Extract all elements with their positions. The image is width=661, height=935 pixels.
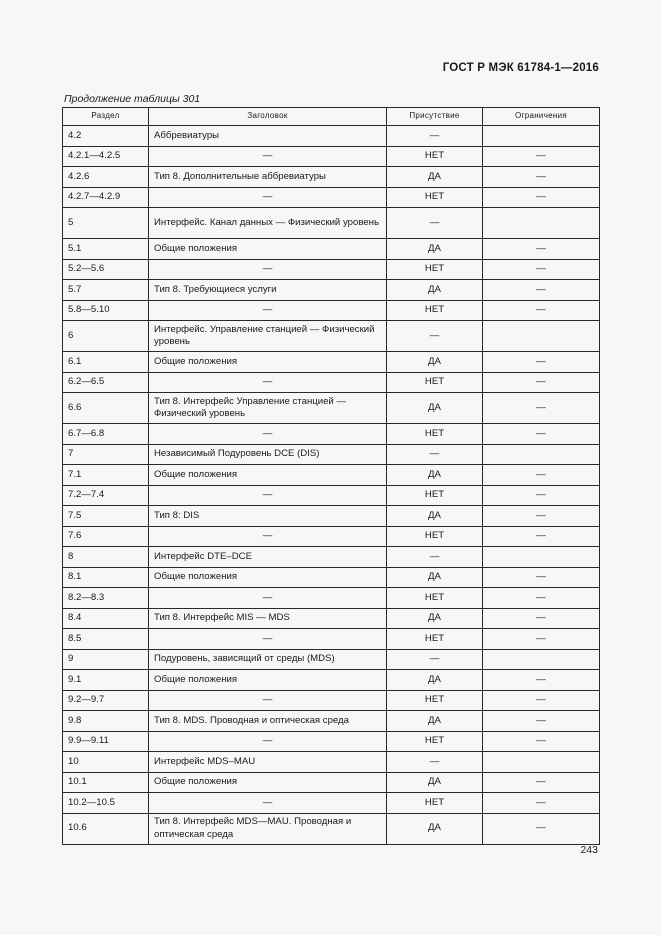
limits-cell: — <box>483 567 600 588</box>
table-row <box>63 567 600 588</box>
presence-cell: ДА <box>387 393 483 424</box>
table-row <box>63 146 600 167</box>
limits-cell: — <box>483 259 600 280</box>
table-row <box>63 670 600 691</box>
section-cell: 8.2—8.3 <box>63 588 149 609</box>
presence-cell: НЕТ <box>387 588 483 609</box>
section-cell: 6.2—6.5 <box>63 372 149 393</box>
title-cell: — <box>149 300 387 321</box>
section-cell: 7.5 <box>63 506 149 527</box>
presence-cell: НЕТ <box>387 690 483 711</box>
limits-cell <box>483 752 600 773</box>
limits-cell: — <box>483 813 600 844</box>
title-cell: — <box>149 259 387 280</box>
table-row <box>63 239 600 260</box>
section-cell: 4.2 <box>63 126 149 147</box>
section-cell: 7.1 <box>63 465 149 486</box>
title-cell: — <box>149 424 387 445</box>
title-cell: — <box>149 526 387 547</box>
title-cell: Общие положения <box>149 352 387 373</box>
title-cell: Общие положения <box>149 239 387 260</box>
limits-cell <box>483 649 600 670</box>
presence-cell: НЕТ <box>387 731 483 752</box>
limits-cell: — <box>483 772 600 793</box>
limits-cell <box>483 547 600 568</box>
section-cell: 5.2—5.6 <box>63 259 149 280</box>
limits-cell <box>483 126 600 147</box>
table-row <box>63 259 600 280</box>
presence-cell: ДА <box>387 280 483 301</box>
section-cell: 5.8—5.10 <box>63 300 149 321</box>
title-cell: Общие положения <box>149 465 387 486</box>
section-cell: 4.2.1—4.2.5 <box>63 146 149 167</box>
presence-cell: — <box>387 547 483 568</box>
title-cell: — <box>149 372 387 393</box>
section-cell: 5.7 <box>63 280 149 301</box>
section-cell: 10 <box>63 752 149 773</box>
limits-cell: — <box>483 393 600 424</box>
title-cell: Тип 8. Дополнительные аббревиатуры <box>149 167 387 188</box>
presence-cell: ДА <box>387 711 483 732</box>
presence-cell: — <box>387 649 483 670</box>
section-cell: 4.2.6 <box>63 167 149 188</box>
title-cell: Интерфейс MDS–MAU <box>149 752 387 773</box>
column-header-title: Заголовок <box>149 108 387 126</box>
title-cell: Тип 8. Интерфейс MIS — MDS <box>149 608 387 629</box>
section-cell: 6.7—6.8 <box>63 424 149 445</box>
section-cell: 9.9—9.11 <box>63 731 149 752</box>
limits-cell: — <box>483 526 600 547</box>
section-cell: 8.4 <box>63 608 149 629</box>
section-cell: 9.2—9.7 <box>63 690 149 711</box>
table-row <box>63 629 600 650</box>
limits-cell: — <box>483 485 600 506</box>
table-row <box>63 608 600 629</box>
limits-cell: — <box>483 506 600 527</box>
limits-cell: — <box>483 424 600 445</box>
section-cell: 8.1 <box>63 567 149 588</box>
section-cell: 10.1 <box>63 772 149 793</box>
title-cell: Независимый Подуровень DCE (DIS) <box>149 444 387 465</box>
section-cell: 10.6 <box>63 813 149 844</box>
title-cell: Подуровень, зависящий от среды (MDS) <box>149 649 387 670</box>
title-cell: — <box>149 485 387 506</box>
section-cell: 6.1 <box>63 352 149 373</box>
presence-cell: НЕТ <box>387 259 483 280</box>
section-cell: 9 <box>63 649 149 670</box>
table-row <box>63 465 600 486</box>
limits-cell: — <box>483 793 600 814</box>
table-row <box>63 444 600 465</box>
limits-cell: — <box>483 670 600 691</box>
section-cell: 7 <box>63 444 149 465</box>
table-body <box>63 126 600 845</box>
presence-cell: — <box>387 752 483 773</box>
table-row <box>63 772 600 793</box>
table-row <box>63 588 600 609</box>
section-cell: 6.6 <box>63 393 149 424</box>
presence-cell: ДА <box>387 465 483 486</box>
table-row <box>63 649 600 670</box>
title-cell: Аббревиатуры <box>149 126 387 147</box>
presence-cell: ДА <box>387 167 483 188</box>
title-cell: Тип 8. MDS. Проводная и оптическая среда <box>149 711 387 732</box>
column-header-presence: Присутствие <box>387 108 483 126</box>
limits-cell: — <box>483 280 600 301</box>
title-cell: — <box>149 731 387 752</box>
title-cell: Общие положения <box>149 567 387 588</box>
column-header-limits: Ограничения <box>483 108 600 126</box>
table-row <box>63 711 600 732</box>
limits-cell: — <box>483 690 600 711</box>
limits-cell: — <box>483 146 600 167</box>
section-cell: 5.1 <box>63 239 149 260</box>
limits-cell <box>483 321 600 352</box>
limits-cell <box>483 444 600 465</box>
presence-cell: НЕТ <box>387 372 483 393</box>
title-cell: Тип 8. Интерфейс MDS—MAU. Проводная и оптическая среда <box>149 813 387 844</box>
presence-cell: ДА <box>387 567 483 588</box>
table-row <box>63 526 600 547</box>
table-row <box>63 208 600 239</box>
title-cell: — <box>149 629 387 650</box>
title-cell: Тип 8: DIS <box>149 506 387 527</box>
limits-cell: — <box>483 300 600 321</box>
section-cell: 7.6 <box>63 526 149 547</box>
requirements-table <box>62 107 600 845</box>
presence-cell: ДА <box>387 813 483 844</box>
section-cell: 7.2—7.4 <box>63 485 149 506</box>
limits-cell: — <box>483 187 600 208</box>
table-row <box>63 690 600 711</box>
table-row <box>63 506 600 527</box>
title-cell: Общие положения <box>149 670 387 691</box>
section-cell: 8 <box>63 547 149 568</box>
limits-cell: — <box>483 711 600 732</box>
title-cell: — <box>149 187 387 208</box>
presence-cell: НЕТ <box>387 526 483 547</box>
presence-cell: — <box>387 208 483 239</box>
presence-cell: НЕТ <box>387 300 483 321</box>
column-header-section: Раздел <box>63 108 149 126</box>
presence-cell: НЕТ <box>387 629 483 650</box>
limits-cell: — <box>483 731 600 752</box>
table-header-row <box>63 108 600 126</box>
title-cell: — <box>149 588 387 609</box>
presence-cell: ДА <box>387 670 483 691</box>
table-row <box>63 813 600 844</box>
document-code: ГОСТ Р МЭК 61784-1—2016 <box>442 62 599 74</box>
section-cell: 9.8 <box>63 711 149 732</box>
section-cell: 9.1 <box>63 670 149 691</box>
section-cell: 5 <box>63 208 149 239</box>
limits-cell: — <box>483 352 600 373</box>
table-row <box>63 731 600 752</box>
table-row <box>63 752 600 773</box>
title-cell: Интерфейс DTE–DCE <box>149 547 387 568</box>
limits-cell: — <box>483 372 600 393</box>
limits-cell: — <box>483 465 600 486</box>
table-row <box>63 424 600 445</box>
title-cell: Общие положения <box>149 772 387 793</box>
limits-cell: — <box>483 608 600 629</box>
title-cell: Интерфейс. Канал данных — Физический уровень <box>149 208 387 239</box>
presence-cell: НЕТ <box>387 187 483 208</box>
table-row <box>63 126 600 147</box>
presence-cell: ДА <box>387 608 483 629</box>
section-cell: 6 <box>63 321 149 352</box>
table-row <box>63 352 600 373</box>
section-cell: 10.2—10.5 <box>63 793 149 814</box>
title-cell: — <box>149 793 387 814</box>
section-cell: 4.2.7—4.2.9 <box>63 187 149 208</box>
presence-cell: НЕТ <box>387 793 483 814</box>
section-cell: 8.5 <box>63 629 149 650</box>
table-row <box>63 393 600 424</box>
table-row <box>63 793 600 814</box>
presence-cell: ДА <box>387 506 483 527</box>
table-row <box>63 372 600 393</box>
presence-cell: — <box>387 126 483 147</box>
limits-cell: — <box>483 629 600 650</box>
title-cell: — <box>149 146 387 167</box>
presence-cell: ДА <box>387 772 483 793</box>
table-row <box>63 280 600 301</box>
title-cell: Интерфейс. Управление станцией — Физический уровень <box>149 321 387 352</box>
table-row <box>63 485 600 506</box>
title-cell: Тип 8. Требующиеся услуги <box>149 280 387 301</box>
table-row <box>63 167 600 188</box>
table-row <box>63 321 600 352</box>
limits-cell: — <box>483 167 600 188</box>
presence-cell: НЕТ <box>387 146 483 167</box>
presence-cell: — <box>387 444 483 465</box>
page-number: 243 <box>580 844 598 856</box>
limits-cell: — <box>483 239 600 260</box>
table-row <box>63 547 600 568</box>
limits-cell: — <box>483 588 600 609</box>
table-row <box>63 187 600 208</box>
table-row <box>63 300 600 321</box>
table-caption: Продолжение таблицы 301 <box>64 93 201 105</box>
presence-cell: НЕТ <box>387 424 483 445</box>
presence-cell: ДА <box>387 352 483 373</box>
presence-cell: НЕТ <box>387 485 483 506</box>
title-cell: Тип 8. Интерфейс Управление станцией — Физический уровень <box>149 393 387 424</box>
presence-cell: ДА <box>387 239 483 260</box>
presence-cell: — <box>387 321 483 352</box>
title-cell: — <box>149 690 387 711</box>
limits-cell <box>483 208 600 239</box>
